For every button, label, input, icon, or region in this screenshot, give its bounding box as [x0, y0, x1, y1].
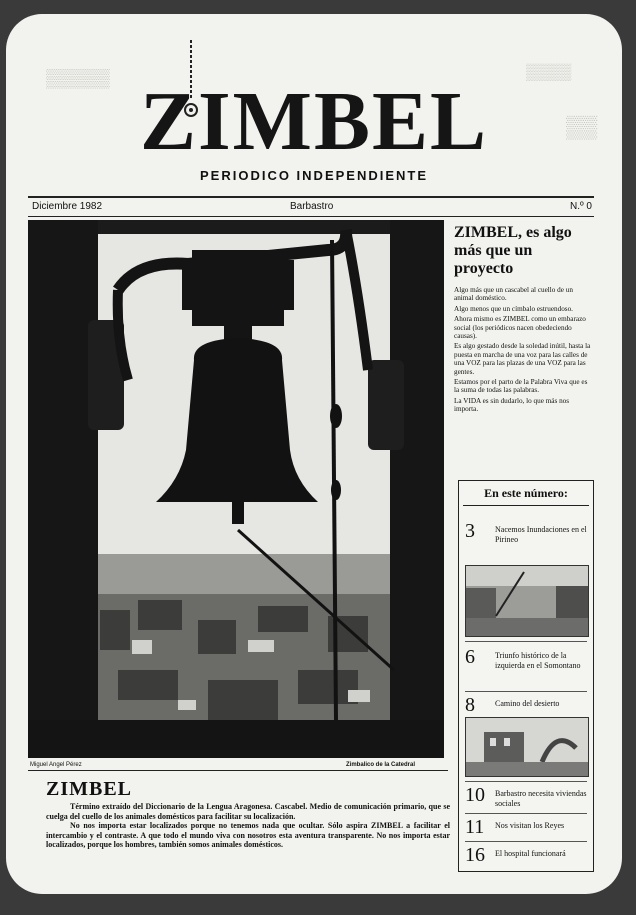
bell-silhouette-image — [28, 220, 444, 758]
newspaper-page — [6, 14, 622, 894]
index-entry-text: Camino del desierto — [495, 699, 560, 708]
editorial-paragraph: Estamos por el parto de la Palabra Viva que es la suma de todas las palabras. — [454, 378, 588, 395]
photo-credit: Miguel Angel Pérez — [30, 762, 82, 768]
divider — [465, 841, 587, 842]
divider — [28, 216, 594, 217]
photo-caption: Zimbalico de la Catedral — [346, 762, 416, 768]
index-entry[interactable] — [465, 647, 589, 691]
editorial-paragraph: La VIDA es sin dudarlo, lo que más nos importa. — [454, 396, 570, 414]
index-page-number: 8 — [465, 694, 475, 716]
index-entry-text: Nacemos Inundaciones en el Pirineo — [495, 525, 587, 544]
flood-street-image — [466, 566, 588, 636]
index-page-number: 6 — [465, 646, 475, 668]
editorial-paragraph: Algo menos que un címbalo estruendoso. — [454, 304, 573, 313]
index-thumbnail — [465, 717, 589, 777]
index-entry[interactable] — [465, 845, 589, 869]
index-page-number: 16 — [465, 844, 485, 866]
definition-word: ZIMBEL — [46, 778, 133, 800]
masthead-title: ZIMBEL — [139, 75, 489, 168]
index-page-number: 10 — [465, 784, 485, 806]
bell-tower-photo — [28, 220, 444, 758]
definition-paragraph: Término extraído del Diccionario de la Lengua Aragonesa. Cascabel. Medio de comunicación primario, que se cuelga del cuello de los animales domésticos para facilitar su localización. — [46, 802, 450, 821]
editorial-paragraph: Ahora mismo es ZIMBEL como un embarazo social (los periódicos nacen obedeciendo causas). — [454, 315, 586, 341]
index-page-number: 3 — [465, 520, 475, 542]
bleed-through-print: ▒▒▒▒▒ — [46, 68, 110, 88]
index-heading: En este número: — [463, 481, 589, 506]
index-entry-text: Nos visitan los Reyes — [495, 821, 565, 830]
definition-paragraph: No nos importa estar localizados porque no tenemos nada que ocultar. Sólo aspira ZIMBEL a facilitar el intercambio y el contraste. A que todo el mundo viva con nosotros esta aventura transparente. No nos importa estar localizados, porque los hombres, también somos animales domésticos. — [46, 821, 450, 850]
editorial-paragraph: Es algo gestado desde la soledad inútil, hasta la puesta en marcha de una voz para las calles de una VOZ para las plazas de una VOZ para las gentes. — [454, 342, 591, 376]
index-thumbnail — [465, 565, 589, 637]
issue-number: N.º 0 — [570, 201, 592, 212]
index-entry[interactable] — [465, 785, 589, 811]
divider — [28, 770, 448, 771]
editorial-title: ZIMBEL, es algo más que un proyecto — [454, 224, 572, 277]
divider — [28, 196, 594, 198]
desert-road-image — [466, 718, 588, 776]
dateline — [28, 200, 594, 216]
divider — [465, 691, 587, 692]
masthead-subtitle: PERIODICO INDEPENDIENTE — [199, 168, 429, 183]
issue-index — [458, 480, 594, 872]
index-entry[interactable] — [465, 521, 589, 561]
index-entry[interactable] — [465, 817, 589, 841]
bleed-through-print: ▒▒ — [566, 114, 598, 139]
divider — [465, 781, 587, 782]
index-entry-text: Barbastro necesita viviendas sociales — [495, 789, 587, 808]
issue-city: Barbastro — [290, 201, 334, 212]
bleed-through-print: ▒▒▒▒ — [526, 64, 572, 81]
index-page-number: 11 — [465, 816, 485, 838]
index-entry-text: Triunfo histórico de la izquierda en el Somontano — [495, 651, 581, 670]
editorial-paragraph: Algo más que un cascabel al cuello de un animal doméstico. — [454, 286, 573, 303]
index-entry-text: El hospital funcionará — [495, 849, 566, 858]
index-entry[interactable] — [465, 695, 589, 719]
issue-date: Diciembre 1982 — [32, 201, 103, 212]
divider — [465, 641, 587, 642]
editorial-sidebar — [454, 224, 594, 416]
definition-text — [46, 802, 450, 850]
divider — [465, 813, 587, 814]
